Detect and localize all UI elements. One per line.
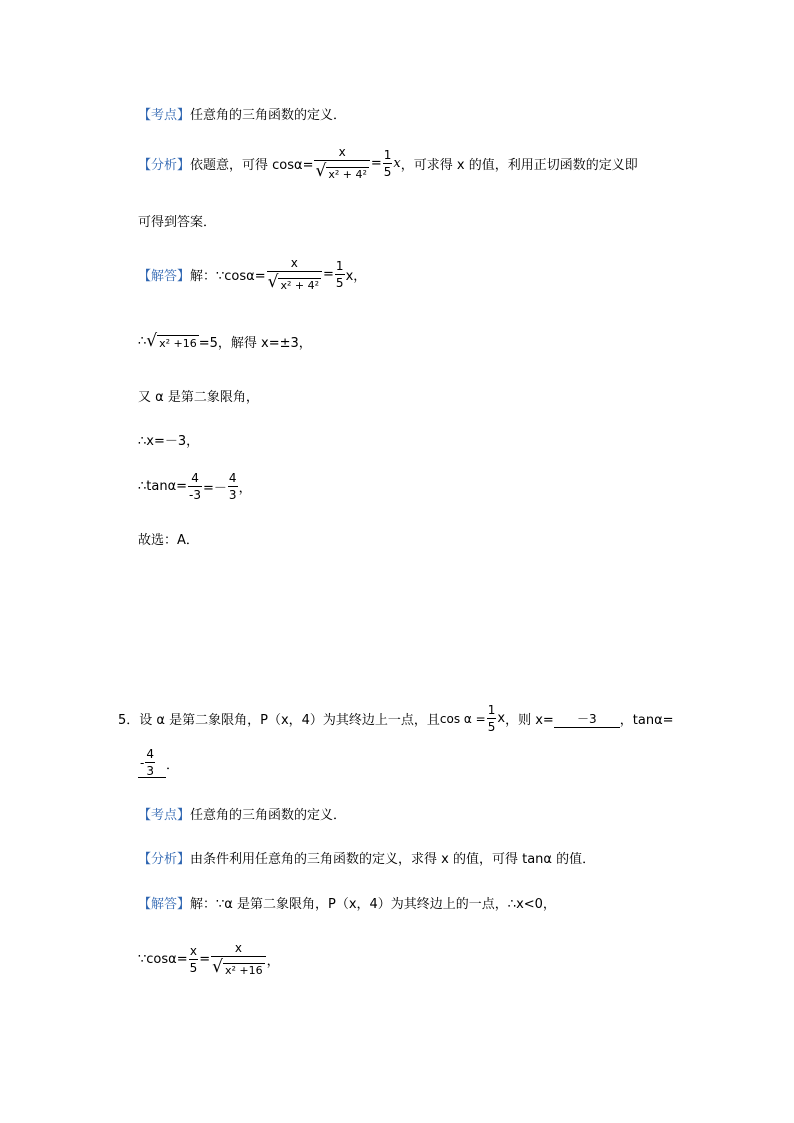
sqrt-icon: √ [315,161,327,181]
sqrt-icon: √ [146,331,158,351]
fraction-denominator: -3 [189,488,202,502]
question-pre: 5．设 α 是第二象限角，P（x，4）为其终边上一点，且 [118,713,440,728]
question-5-cont [138,748,179,778]
fraction-numerator: 1 [383,147,392,162]
fraction-denominator: 5 [383,164,392,179]
sqrt-icon: √ [212,957,223,977]
jieda-pre: 解：∵cosα= [190,268,266,284]
step-line-1 [138,332,312,351]
answer-fraction [145,748,155,777]
kaodian-line-2 [138,804,346,823]
fenxi-line-2 [138,211,216,230]
radicand: x² +16 [159,337,197,350]
cos-fraction-2 [211,942,265,976]
fenxi-cont: 可得到答案． [138,215,217,230]
fenxi-tag: 【分析】 [138,852,191,867]
fraction-numerator: 4 [191,471,199,485]
equals: = [370,155,382,171]
kaodian-tag: 【考点】 [138,808,191,823]
jieda-post: x， [345,268,367,284]
fraction-denominator [211,956,265,976]
jieda-line-1 [138,257,366,291]
step-line-4 [138,472,252,501]
question-fraction [487,704,497,733]
fenxi-tag: 【分析】 [138,157,191,173]
cos-label: cos α = [439,711,486,726]
variable-x: x [497,711,506,726]
sqrt-expression [146,333,198,350]
fraction-denominator: 3 [228,488,237,502]
question-mid: ，则 x= [505,713,554,728]
jieda-text: 解：∵α 是第二象限角，P（x，4）为其终边上的一点，∴x<0， [190,897,556,912]
fraction-denominator: 5 [189,960,198,975]
sqrt-expression [315,163,368,180]
kaodian-line-1 [138,104,346,123]
sqrt-icon: √ [267,272,279,292]
jieda-fraction-2 [335,260,345,289]
fraction-numerator: 1 [335,258,344,273]
fenxi-text: 由条件利用任意角的三角函数的定义，求得 x 的值，可得 tanα 的值． [190,852,596,867]
jieda-tag: 【解答】 [138,268,191,284]
step1-pre: ∵cosα= [138,951,188,967]
fenxi-line-b2 [138,848,595,867]
step-line-3 [138,430,199,449]
fraction-numerator: x [189,943,197,958]
step-line-b2-1 [138,942,280,976]
variable-x: x [393,155,401,171]
fraction-numerator: 4 [228,471,237,485]
fraction-numerator: x [290,256,298,270]
equals: = [199,951,211,967]
radicand: x² + 4² [328,168,367,181]
step-line-2 [138,386,259,405]
step1-pre: ∴ [138,334,147,349]
radicand: x² + 4² [280,279,320,292]
fraction-denominator [314,160,369,180]
tan-fraction-1 [188,472,202,501]
step4-post: ， [238,481,252,496]
step1-post: =5，解得 x=±3， [198,336,312,351]
step4-mid: =－ [203,481,227,496]
answer-line [138,529,199,548]
fenxi-pre: 依题意，可得 cosα= [190,157,314,173]
fraction-numerator: x [234,941,242,955]
fraction-numerator: 1 [487,703,496,717]
jieda-tag: 【解答】 [138,897,191,912]
step1-post: ， [266,953,280,969]
fraction-denominator [267,271,322,291]
kaodian-text: 任意角的三角函数的定义． [190,108,347,123]
question-end: ． [165,757,179,773]
step2-text: 又 α 是第二象限角， [138,390,259,405]
question-5 [118,704,674,733]
tan-fraction-2 [228,472,238,501]
answer-blank-tan [138,748,166,778]
question-mid2: ，tanα= [619,713,674,728]
cos-fraction-1 [189,945,199,974]
fraction-denominator: 3 [146,764,154,778]
answer-text: 故选：A． [138,533,199,548]
jieda-fraction-1 [267,257,322,291]
radicand: x² +16 [225,964,263,977]
kaodian-tag: 【考点】 [138,108,191,123]
answer-blank-x: －3 [554,710,620,728]
step4-pre: ∴tanα= [138,479,188,494]
sqrt-expression [212,959,264,976]
fenxi-fraction-1 [314,146,369,180]
fraction-numerator: x [338,145,346,159]
fenxi-line-1 [138,146,638,180]
jieda-line-b2 [138,893,556,912]
kaodian-text: 任意角的三角函数的定义． [190,808,347,823]
fenxi-fraction-2 [383,149,393,178]
step3-text: ∴x=－3， [138,434,200,449]
answer-sign: - [140,755,145,770]
fraction-numerator: 4 [146,747,154,761]
fenxi-post: ，可求得 x 的值，利用正切函数的定义即 [400,157,638,173]
fraction-denominator: 5 [487,720,496,734]
fraction-denominator: 5 [335,275,344,290]
equals: = [323,266,334,282]
sqrt-expression [268,274,321,291]
